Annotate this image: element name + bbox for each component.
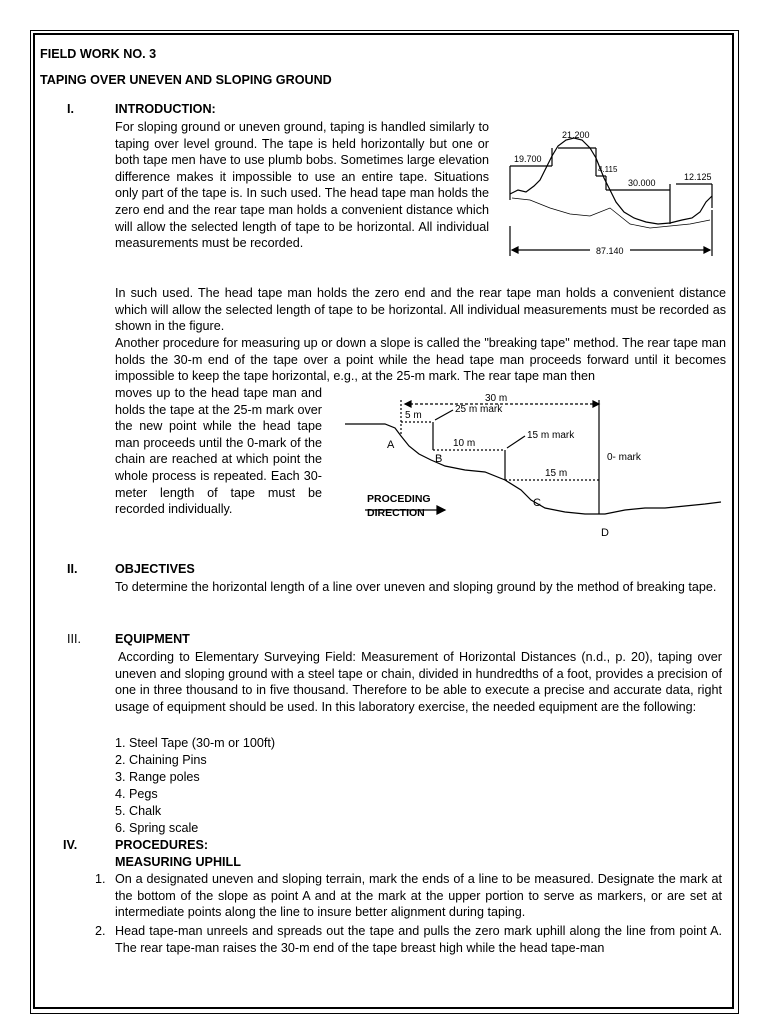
equipment-text: According to Elementary Surveying Field: Measurement of Horizontal Distances (n.d., p. 20), taping over uneven and sloping ground with a steel tape or chain, divided in hundredths of a foot, provides a precision of one in three thousand to in five thousand. Therefore to be able to execute a precise and accurate data, right usage of equipment should be used. In this laboratory exercise, the needed equipment are the following: bbox=[115, 650, 722, 714]
procedure-step-1 bbox=[95, 871, 722, 921]
fig1-label-4115: 4.115 bbox=[598, 165, 618, 174]
intro-numeral: I. bbox=[67, 102, 74, 116]
fig2-dim-5m: 5 m bbox=[405, 410, 422, 421]
objectives-numeral: II. bbox=[67, 562, 78, 576]
intro-para4-text: moves up to the head tape man and holds the tape at the 25-m mark over the new point while the head tape man proceeds until the 0-mark of the chain are reached at which point the whole process is repeated. Each 30-meter length of tape must be recorded individually. bbox=[115, 386, 322, 517]
procedure-step-number: 1. bbox=[95, 872, 106, 886]
uneven-ground-figure bbox=[500, 128, 725, 263]
fig2-point-c: C bbox=[533, 497, 541, 509]
fig2-dim-10m: 10 m bbox=[453, 438, 476, 449]
fig1-label-30000: 30.000 bbox=[628, 178, 656, 188]
procedures-subheading: MEASURING UPHILL bbox=[115, 855, 241, 869]
fig2-mark-25m: 25 m mark bbox=[455, 404, 503, 415]
equipment-heading: EQUIPMENT bbox=[115, 632, 190, 646]
fig2-point-d: D bbox=[601, 527, 609, 539]
intro-para2-text: In such used. The head tape man holds the zero end and the rear tape man holds a convenient distance which will allow the selected length of tape to be horizontal. All individual measurements must be recorded as shown in the figure. bbox=[115, 286, 726, 334]
procedures-heading: PROCEDURES: bbox=[115, 838, 209, 852]
intro-paragraph-1 bbox=[115, 119, 489, 252]
fig1-label-87140: 87.140 bbox=[596, 246, 624, 256]
document-title: TAPING OVER UNEVEN AND SLOPING GROUND bbox=[40, 73, 332, 87]
intro-heading: INTRODUCTION: bbox=[115, 102, 216, 116]
intro-paragraph-3 bbox=[115, 335, 726, 385]
equipment-item: 2. Chaining Pins bbox=[115, 753, 207, 767]
fig2-mark-0: 0- mark bbox=[607, 452, 641, 463]
fieldwork-number: FIELD WORK NO. 3 bbox=[40, 47, 157, 61]
equipment-item: 4. Pegs bbox=[115, 787, 158, 801]
intro-para3-text: Another procedure for measuring up or down a slope is called the "breaking tape" method. The rear tape man holds the 30-m end of the tape over a point while the head tape man proceeds forward until it becomes impossible to keep the tape horizontal, e.g., at the 25-m mark. The rear tape man then bbox=[115, 336, 726, 384]
intro-para1-text: For sloping ground or uneven ground, taping is handled similarly to taping over level ground. The tape is held horizontally but one or both tape men have to use plumb bobs. Sometimes large elevation difference makes it impossible to use an entire tape. Situations only part of the tape is. In such used. The head tape man holds the zero end and the rear tape man holds a convenient distance which will allow the selected length of tape to be horizontal. All individual measurements must be recorded. bbox=[115, 120, 489, 251]
fig2-dim-30m: 30 m bbox=[485, 393, 508, 404]
fig2-dim-15m: 15 m bbox=[545, 468, 568, 479]
procedure-step-text: Head tape-man unreels and spreads out the tape and pulls the zero mark uphill along the line from point A. The rear tape-man raises the 30-m end of the tape breast high while the head tape-man bbox=[115, 924, 722, 955]
fig1-label-21200: 21.200 bbox=[562, 130, 590, 140]
objectives-text: To determine the horizontal length of a line over uneven and sloping ground by the method of breaking tape. bbox=[115, 580, 717, 594]
fig1-label-19700: 19.700 bbox=[514, 154, 542, 164]
fig2-mark-15m: 15 m mark bbox=[527, 430, 575, 441]
fig2-direction-line1: PROCEDING bbox=[367, 493, 431, 505]
procedure-step-2 bbox=[95, 923, 722, 956]
fig2-point-b: B bbox=[435, 453, 443, 465]
procedure-step-number: 2. bbox=[95, 924, 106, 938]
equipment-item: 5. Chalk bbox=[115, 804, 162, 818]
equipment-numeral: III. bbox=[67, 632, 81, 646]
fig2-point-a: A bbox=[387, 439, 395, 451]
equipment-item: 6. Spring scale bbox=[115, 821, 199, 835]
intro-paragraph-4 bbox=[115, 385, 322, 518]
intro-paragraph-2 bbox=[115, 285, 726, 335]
procedures-numeral: IV. bbox=[63, 838, 78, 852]
equipment-item: 1. Steel Tape (30-m or 100ft) bbox=[115, 736, 276, 750]
procedure-step-text: On a designated uneven and sloping terrain, mark the ends of a line to be measured. Designate the mark at the bottom of the slope as point A and at the mark at the upper portion to serve as markers, or are set at intermediate points along the line to insure better alignment during taping. bbox=[115, 872, 722, 920]
equipment-item: 3. Range poles bbox=[115, 770, 200, 784]
fig1-label-12125: 12.125 bbox=[684, 172, 712, 182]
breaking-tape-figure bbox=[345, 390, 725, 540]
objectives-heading: OBJECTIVES bbox=[115, 562, 195, 576]
fig2-direction-line2: DIRECTION bbox=[367, 507, 425, 519]
